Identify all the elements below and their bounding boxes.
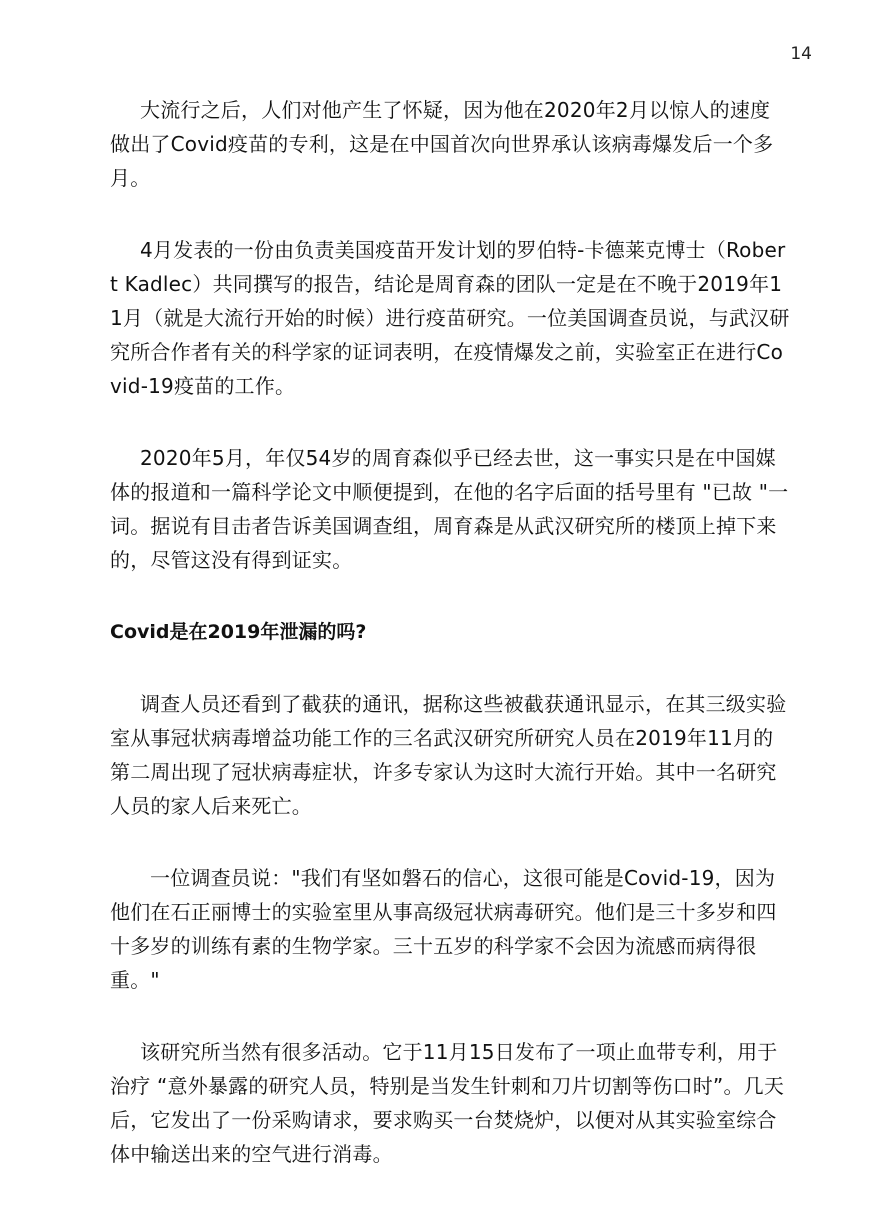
page-number: 14 (790, 44, 812, 64)
paragraph-investigator-quote: 一位调查员说："我们有坚如磐石的信心，这很可能是Covid-19，因为他们在石正丽博士的实验室里从事高级冠状病毒研究。他们是三十多岁和四十多岁的训练有素的生物学家。三十五岁的科学家不会因为流感而病得很重。" (110, 866, 777, 992)
section-heading: Covid是在2019年泄漏的吗? (110, 621, 367, 643)
paragraph-kadlec-report: 4月发表的一份由负责美国疫苗开发计划的罗伯特-卡德莱克博士（Robert Kadlec）共同撰写的报告，结论是周育森的团队一定是在不晚于2019年11月（就是大流行开始的时候）进行疫苗研究。一位美国调查员说，与武汉研究所合作者有关的科学家的证词表明，在疫情爆发之前，实验室正在进行Covid-19疫苗的工作。 (110, 238, 790, 398)
paragraph-institute-activity: 该研究所当然有很多活动。它于11月15日发布了一项止血带专利，用于治疗 “意外暴露的研究人员，特别是当发生针刺和刀片切割等伤口时”。几天后，它发出了一份采购请求，要求购买一台焚烧炉，以便对从其实验室综合体中输送出来的空气进行消毒。 (110, 1040, 785, 1166)
paragraph-vaccine-patent: 大流行之后，人们对他产生了怀疑，因为他在2020年2月以惊人的速度做出了Covid疫苗的专利，这是在中国首次向世界承认该病毒爆发后一个多月。 (110, 98, 774, 190)
document-body (110, 93, 790, 1209)
paragraph-zhou-death: 2020年5月，年仅54岁的周育森似乎已经去世，这一事实只是在中国媒体的报道和一篇科学论文中顺便提到，在他的名字后面的括号里有 "已故 "一词。据说有目击者告诉美国调查组，周育森是从武汉研究所的楼顶上掉下来的，尽管这没有得到证实。 (110, 446, 789, 572)
paragraph-intercepted-communications: 调查人员还看到了截获的通讯，据称这些被截获通讯显示，在其三级实验室从事冠状病毒增益功能工作的三名武汉研究所研究人员在2019年11月的第二周出现了冠状病毒症状，许多专家认为这时大流行开始。其中一名研究人员的家人后来死亡。 (110, 692, 787, 818)
